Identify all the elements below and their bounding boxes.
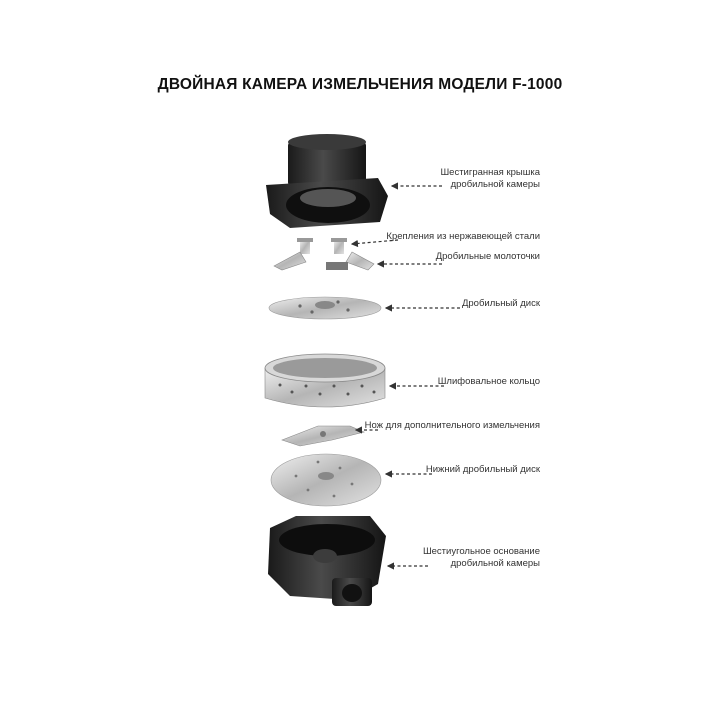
lower-crushing-disc-icon xyxy=(271,454,381,506)
label-ring: Шлифовальное кольцо xyxy=(437,376,540,387)
grinding-ring-icon xyxy=(265,354,385,407)
label-hammers: Дробильные молоточки xyxy=(435,251,540,262)
hexagonal-lid-icon xyxy=(266,134,388,228)
extra-grinding-knife-icon xyxy=(282,426,364,446)
label-lid: Шестигранная крышка дробильной камеры xyxy=(440,167,540,190)
label-knife: Нож для дополнительного измельчения xyxy=(364,420,540,431)
label-lower-disc: Нижний дробильный диск xyxy=(425,464,540,475)
crushing-hammers-icon xyxy=(274,252,374,270)
diagram-title: ДВОЙНАЯ КАМЕРА ИЗМЕЛЬЧЕНИЯ МОДЕЛИ F-1000 xyxy=(157,76,563,93)
label-base: Шестиугольное основание дробильной камеры xyxy=(422,546,540,569)
label-fasteners: Крепления из нержавеющей стали xyxy=(386,231,540,242)
label-disc: Дробильный диск xyxy=(461,298,540,309)
hexagonal-base-icon xyxy=(268,516,386,606)
stainless-fasteners-icon xyxy=(297,238,347,254)
crushing-disc-icon xyxy=(269,297,381,319)
